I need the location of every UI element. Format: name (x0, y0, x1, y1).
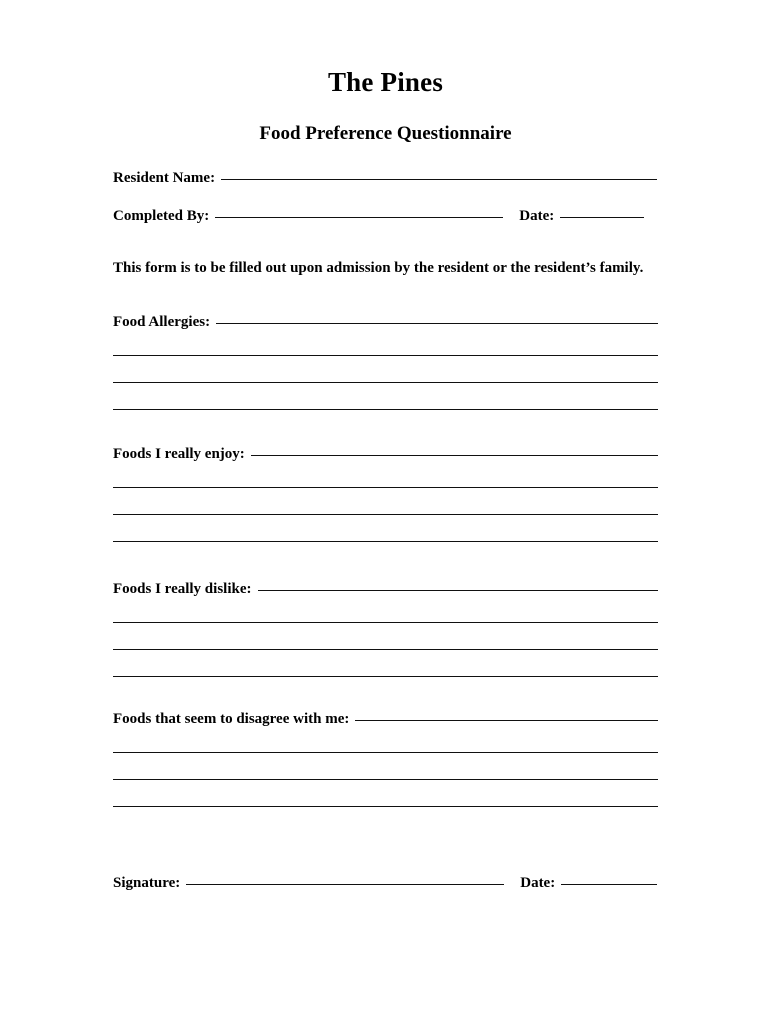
signature-row (113, 875, 658, 892)
date-input-bottom[interactable] (561, 884, 657, 885)
foods-enjoy-blank-line-3[interactable] (113, 541, 658, 542)
foods-enjoy-blank-line-2[interactable] (113, 514, 658, 515)
instructions-text: This form is to be filled out upon admission by the resident or the resident’s family. (113, 260, 644, 276)
date-input-top[interactable] (560, 217, 644, 218)
document-header (113, 0, 658, 145)
question-heading-row (113, 581, 658, 598)
resident-name-row (113, 170, 658, 187)
question-heading-row (113, 314, 658, 331)
question-block-foods-enjoy (113, 446, 658, 542)
food-allergies-blank-line-3[interactable] (113, 409, 658, 410)
food-allergies-blank-line-2[interactable] (113, 382, 658, 383)
foods-dislike-label: Foods I really dislike: (113, 581, 252, 597)
resident-name-label: Resident Name: (113, 170, 216, 186)
completed-by-label: Completed By: (113, 208, 210, 224)
foods-enjoy-label: Foods I really enjoy: (113, 446, 245, 462)
question-block-food-allergies (113, 314, 658, 410)
foods-disagree-label: Foods that seem to disagree with me: (113, 711, 350, 727)
foods-dislike-blank-line-3[interactable] (113, 676, 658, 677)
signature-input[interactable] (186, 884, 504, 885)
page-title: The Pines (327, 67, 444, 97)
question-block-foods-dislike (113, 581, 658, 677)
question-heading-row (113, 711, 658, 728)
foods-dislike-blank-line-2[interactable] (113, 649, 658, 650)
foods-dislike-input[interactable] (258, 590, 659, 591)
foods-enjoy-input[interactable] (251, 455, 658, 456)
food-allergies-blank-line-1[interactable] (113, 355, 658, 356)
date-label-top: Date: (519, 208, 555, 224)
question-heading-row (113, 446, 658, 463)
signature-label: Signature: (113, 875, 181, 891)
date-label-bottom: Date: (520, 875, 556, 891)
foods-dislike-blank-line-1[interactable] (113, 622, 658, 623)
foods-disagree-blank-line-2[interactable] (113, 779, 658, 780)
resident-name-input[interactable] (221, 179, 657, 180)
page-subtitle: Food Preference Questionnaire (259, 122, 512, 144)
foods-enjoy-blank-line-1[interactable] (113, 487, 658, 488)
foods-disagree-blank-line-1[interactable] (113, 752, 658, 753)
food-allergies-label: Food Allergies: (113, 314, 211, 330)
completed-by-input[interactable] (215, 217, 503, 218)
foods-disagree-blank-line-3[interactable] (113, 806, 658, 807)
question-block-foods-disagree (113, 711, 658, 807)
completed-by-row (113, 208, 658, 225)
foods-disagree-input[interactable] (355, 720, 658, 721)
food-allergies-input[interactable] (216, 323, 658, 324)
